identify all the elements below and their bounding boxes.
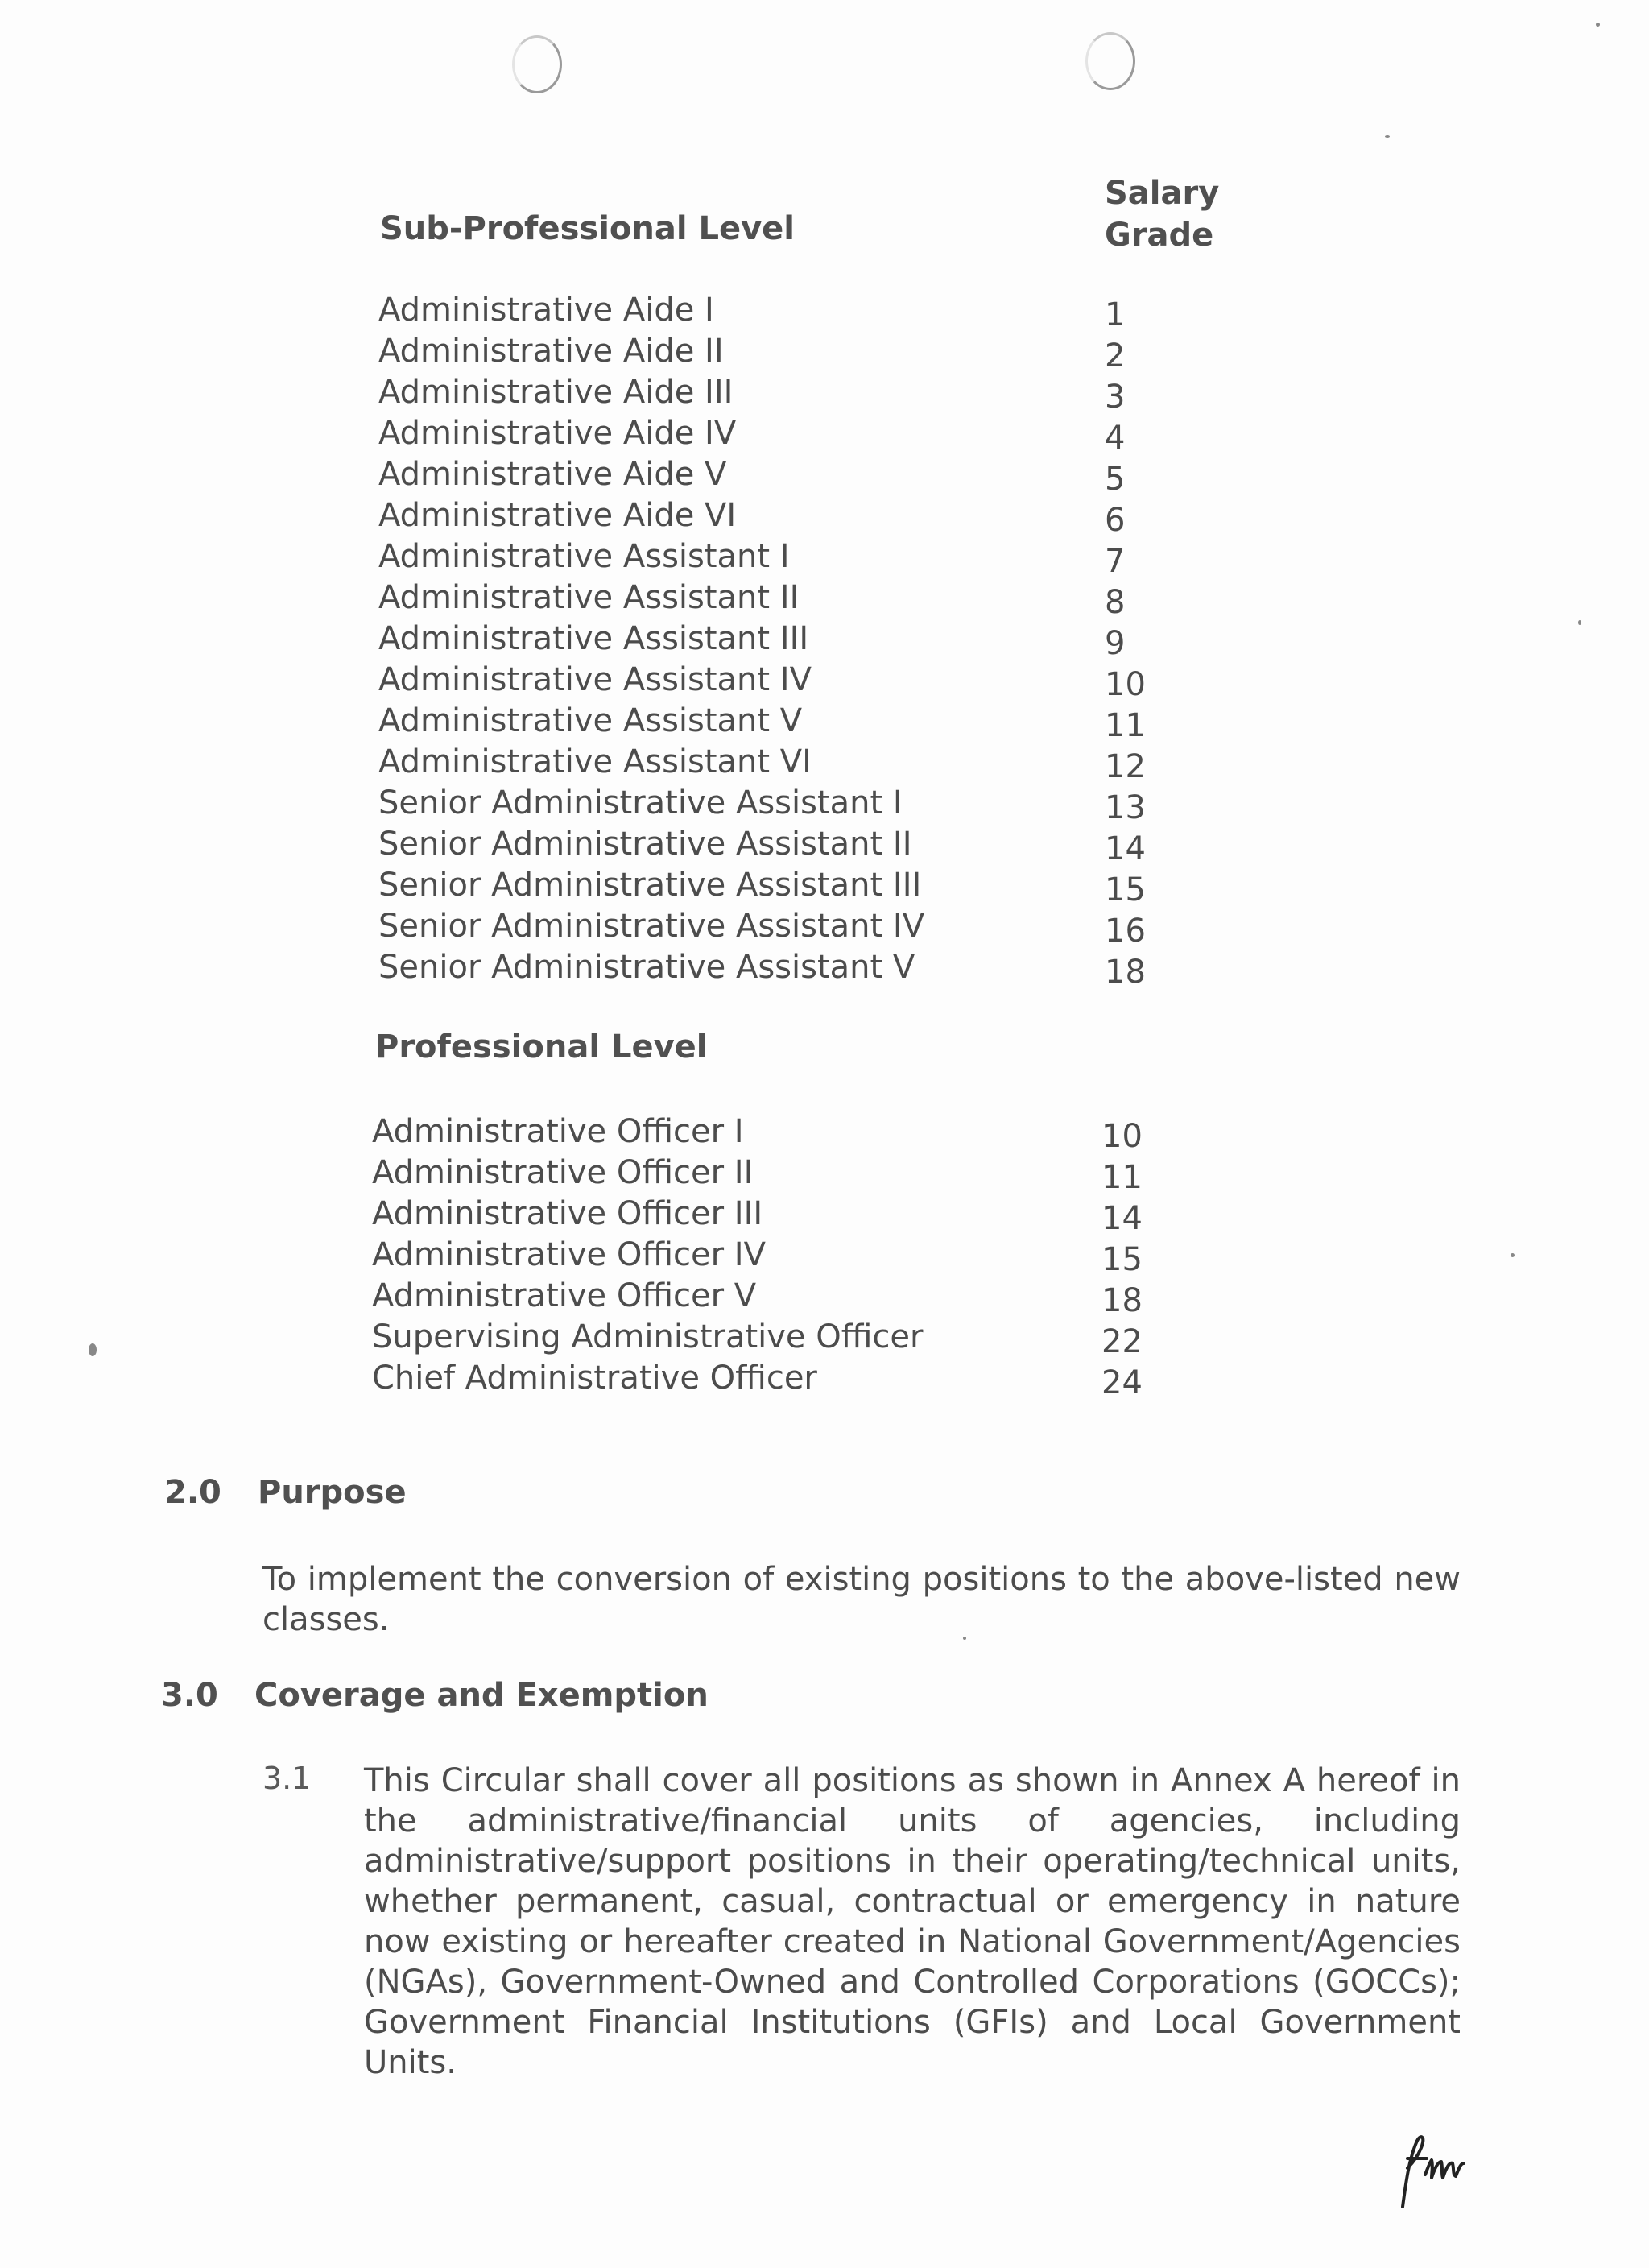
punch-hole-right	[1085, 32, 1135, 90]
salary-grade-heading: Salary Grade	[1105, 175, 1220, 254]
position-row	[378, 783, 1184, 824]
position-title: Administrative Assistant III	[378, 620, 809, 657]
salary-grade-value: 11	[1105, 707, 1146, 744]
salary-grade-value: 15	[1101, 1241, 1143, 1278]
position-row	[378, 290, 1184, 331]
position-title: Chief Administrative Officer	[372, 1360, 817, 1397]
position-row	[378, 824, 1184, 865]
section-2-title: Purpose	[258, 1474, 407, 1511]
position-row	[378, 413, 1184, 457]
purpose-paragraph: To implement the conversion of existing positions to the above-listed new classes.	[262, 1561, 1461, 1638]
position-title: Administrative Aide III	[378, 374, 734, 411]
position-title: Administrative Assistant VI	[378, 743, 812, 780]
salary-grade-value: 3	[1105, 379, 1126, 416]
position-title: Administrative Aide V	[378, 456, 727, 493]
salary-grade-value: 1	[1105, 296, 1126, 333]
subsection-3-1-number: 3.1	[262, 1761, 312, 1796]
position-row	[378, 331, 1184, 375]
sub-professional-heading: Sub-Professional Level	[380, 210, 796, 247]
salary-grade-value: 4	[1105, 420, 1126, 457]
position-title: Administrative Aide IV	[378, 415, 737, 452]
salary-grade-value: 12	[1105, 748, 1146, 785]
salary-grade-value: 9	[1105, 625, 1126, 662]
position-title: Administrative Officer III	[372, 1195, 763, 1232]
position-row	[372, 1111, 1177, 1153]
position-title: Supervising Administrative Officer	[372, 1318, 924, 1355]
position-row	[378, 577, 1184, 619]
position-row	[372, 1153, 1177, 1194]
position-row	[378, 495, 1184, 539]
salary-grade-value: 2	[1105, 337, 1126, 375]
position-title: Administrative Aide I	[378, 292, 714, 329]
position-row	[378, 947, 1184, 991]
position-title: Administrative Assistant I	[378, 538, 790, 575]
position-row	[372, 1194, 1177, 1235]
scan-speck	[1511, 1253, 1515, 1257]
position-row	[372, 1276, 1177, 1317]
sub-professional-position-list	[378, 290, 1184, 991]
position-row	[378, 619, 1184, 660]
position-title: Senior Administrative Assistant II	[378, 826, 912, 863]
position-row	[378, 660, 1184, 701]
position-row	[378, 906, 1184, 950]
position-row	[378, 865, 1184, 906]
salary-grade-value: 8	[1105, 584, 1126, 621]
position-row	[378, 536, 1184, 580]
section-3-number: 3.0	[161, 1677, 218, 1714]
professional-heading: Professional Level	[375, 1028, 708, 1066]
salary-grade-value: 7	[1105, 543, 1126, 580]
coverage-paragraph: This Circular shall cover all positions as shown in Annex A hereof in the administrative/financial units of agencies, including administrative/support positions in their operating/technical units, whether permanent, casual, contractual or emergency in nature now existing or hereafter created in National Government/Agencies (NGAs), Government-Owned and Controlled Corporations (GOCCs); Government Financial Institutions (GFIs) and Local Government Units.	[364, 1762, 1461, 2081]
section-2-number: 2.0	[164, 1474, 221, 1511]
salary-grade-value: 14	[1101, 1200, 1143, 1237]
salary-grade-value: 14	[1105, 830, 1146, 867]
position-row	[378, 742, 1184, 783]
scan-speck	[1578, 620, 1581, 625]
position-row	[372, 1235, 1177, 1276]
salary-grade-value: 15	[1105, 871, 1146, 908]
position-row	[378, 701, 1184, 742]
scan-speck	[89, 1343, 97, 1356]
position-row	[372, 1358, 1177, 1399]
position-row	[372, 1317, 1177, 1358]
salary-grade-value: 10	[1101, 1118, 1143, 1155]
salary-grade-value: 10	[1105, 666, 1146, 703]
position-row	[378, 372, 1184, 416]
position-row	[378, 454, 1184, 498]
salary-grade-value: 16	[1105, 913, 1146, 950]
salary-grade-value: 22	[1101, 1323, 1143, 1360]
position-title: Senior Administrative Assistant IV	[378, 908, 925, 945]
position-title: Senior Administrative Assistant V	[378, 949, 915, 986]
position-title: Administrative Assistant V	[378, 702, 803, 739]
position-title: Administrative Officer V	[372, 1277, 757, 1314]
scan-speck	[1596, 23, 1600, 27]
scan-speck	[963, 1637, 966, 1640]
position-title: Senior Administrative Assistant III	[378, 867, 922, 904]
section-3-title: Coverage and Exemption	[254, 1677, 709, 1714]
salary-grade-value: 6	[1105, 502, 1126, 539]
position-title: Senior Administrative Assistant I	[378, 784, 903, 822]
signature-initials	[1385, 2126, 1482, 2215]
position-title: Administrative Aide II	[378, 333, 724, 370]
scan-speck	[1385, 135, 1390, 138]
salary-grade-value: 24	[1101, 1364, 1143, 1401]
salary-grade-value: 18	[1101, 1282, 1143, 1319]
position-title: Administrative Officer II	[372, 1154, 754, 1191]
professional-position-list	[372, 1111, 1177, 1399]
salary-grade-value: 13	[1105, 789, 1146, 826]
position-title: Administrative Officer I	[372, 1113, 744, 1150]
punch-hole-left	[512, 35, 562, 93]
salary-grade-value: 18	[1105, 954, 1146, 991]
position-title: Administrative Officer IV	[372, 1236, 766, 1273]
position-title: Administrative Aide VI	[378, 497, 737, 534]
salary-grade-value: 5	[1105, 461, 1126, 498]
position-title: Administrative Assistant IV	[378, 661, 812, 698]
position-title: Administrative Assistant II	[378, 579, 800, 616]
salary-grade-value: 11	[1101, 1159, 1143, 1196]
